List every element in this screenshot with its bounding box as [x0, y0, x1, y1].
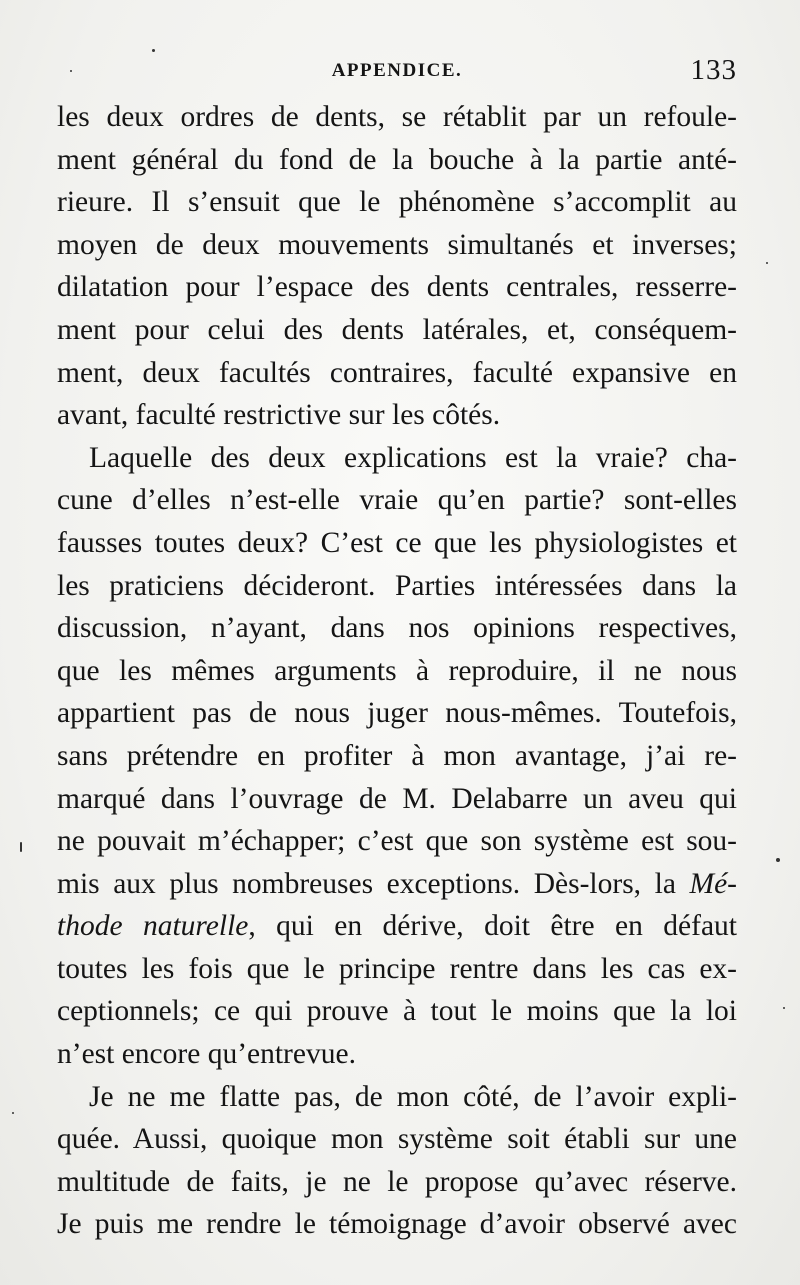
text-line: rieure. Il s’ensuit que le phénomène s’accomplit au: [57, 186, 737, 219]
text-line: multitude de faits, je ne le propose qu’avec réserve.: [57, 1165, 737, 1198]
paragraph-1: [57, 96, 737, 437]
text-line: ment, deux facultés contraires, faculté expansive en: [57, 356, 737, 389]
text-line: ment général du fond de la bouche à la partie anté-: [57, 143, 737, 176]
text-line: les deux ordres de dents, se rétablit par un refoule-: [57, 101, 737, 133]
paragraph-3: [57, 1076, 737, 1246]
scan-speck: [20, 842, 22, 852]
scan-speck: [152, 49, 155, 52]
running-head-title: APPENDICE.: [331, 60, 463, 81]
text-line: cune d’elles n’est-elle vraie qu’en partie? sont-elles: [57, 484, 737, 517]
text-run: , qui en dérive, doit être en défaut: [248, 910, 737, 943]
text-line: quée. Aussi, quoique mon système soit établi sur une: [57, 1123, 737, 1156]
text-line: Je ne me flatte pas, de mon côté, de l’avoir expli-: [89, 1080, 737, 1113]
text-line: fausses toutes deux? C’est ce que les physiologistes et: [57, 526, 737, 559]
text-line: n’est encore qu’entrevue.: [57, 1038, 356, 1071]
page-number: 133: [690, 54, 737, 86]
scan-speck: [776, 858, 780, 862]
text-line: ne pouvait m’échapper; c’est que son système est sou-: [57, 825, 737, 858]
text-line: moyen de deux mouvements simultanés et inverses;: [57, 228, 737, 261]
body-text: [57, 96, 737, 1246]
scan-speck: [12, 1112, 14, 1114]
paragraph-2: [57, 437, 737, 1076]
text-line: les praticiens décideront. Parties intéressées dans la: [57, 569, 737, 602]
text-run: mis aux plus nombreuses exceptions. Dès-lors, la: [57, 867, 676, 900]
text-line: ceptionnels; ce qui prouve à tout le moins que la loi: [57, 995, 737, 1028]
running-head: [57, 54, 737, 90]
italic-run: thode naturelle: [57, 910, 249, 943]
text-line: dilatation pour l’espace des dents centrales, resserre-: [57, 271, 737, 304]
text-line-with-italic: [57, 863, 737, 906]
text-line: marqué dans l’ouvrage de M. Delabarre un aveu qui: [57, 782, 737, 815]
text-line: avant, faculté restrictive sur les côtés.: [57, 399, 501, 432]
scan-speck: [70, 70, 72, 72]
scan-speck: [783, 1007, 785, 1009]
text-line: Laquelle des deux explications est la vraie? cha-: [89, 441, 737, 474]
text-line: Je puis me rendre le témoignage d’avoir observé avec: [57, 1208, 737, 1241]
text-line: discussion, n’ayant, dans nos opinions respectives,: [57, 612, 737, 645]
text-line: sans prétendre en profiter à mon avantage, j’ai re-: [57, 739, 737, 772]
text-line: que les mêmes arguments à reproduire, il ne nous: [57, 654, 737, 687]
text-line-with-italic: [57, 905, 737, 948]
text-line: appartient pas de nous juger nous-mêmes. Toutefois,: [57, 697, 737, 730]
text-line: toutes les fois que le principe rentre dans les cas ex-: [57, 952, 737, 985]
text-line: ment pour celui des dents latérales, et, conséquem-: [57, 313, 737, 346]
italic-run: Mé-: [689, 867, 737, 900]
scan-speck: [766, 262, 768, 264]
